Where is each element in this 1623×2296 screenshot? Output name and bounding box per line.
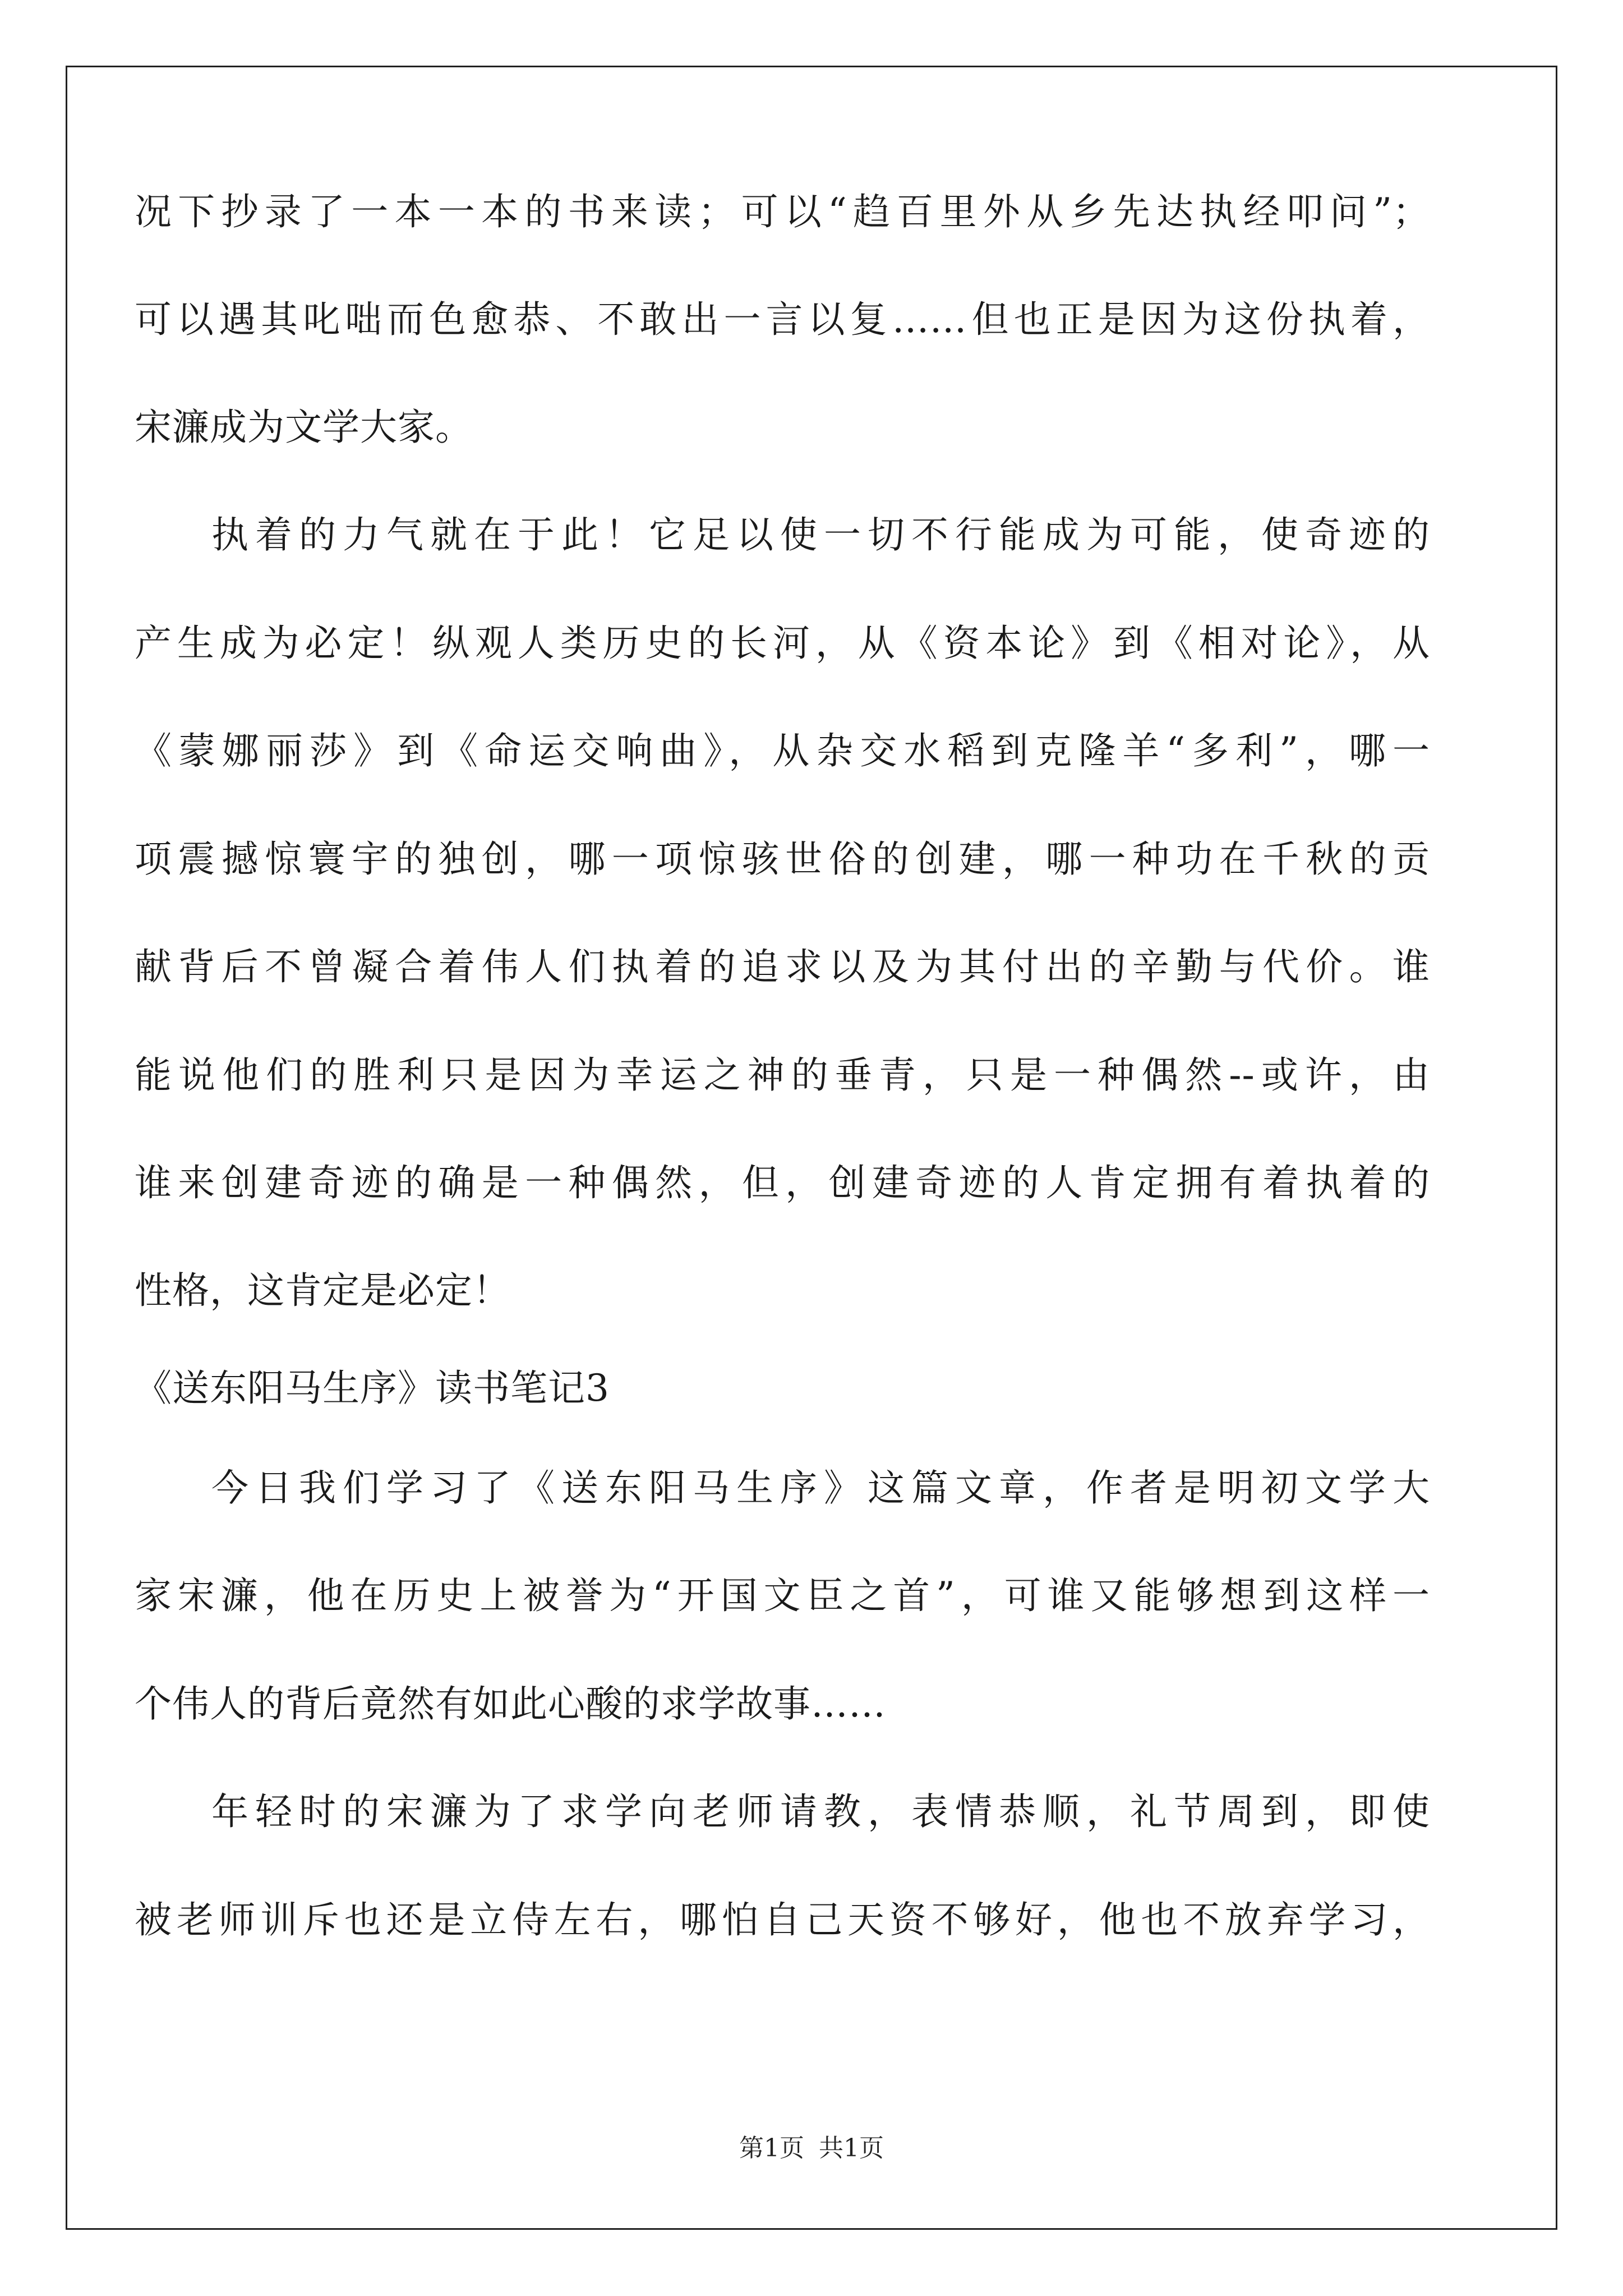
page-footer	[0, 2133, 1623, 2164]
text-line: 可以遇其叱咄而色愈恭、不敢出一言以复……但也正是因为这份执着，	[135, 298, 1430, 341]
text-line: 家宋濂，他在历史上被誉为“开国文臣之首”，可谁又能够想到这样一	[135, 1574, 1430, 1617]
page-total: 共1页	[819, 2134, 884, 2162]
text-line: 今日我们学习了《送东阳马生序》这篇文章，作者是明初文学大	[211, 1466, 1430, 1510]
text-line: 献背后不曾凝合着伟人们执着的追求以及为其付出的辛勤与代价。谁	[135, 945, 1430, 988]
text-line: 性格，这肯定是必定！	[135, 1269, 510, 1312]
text-line: 谁来创建奇迹的确是一种偶然，但，创建奇迹的人肯定拥有着执着的	[135, 1161, 1430, 1204]
text-line: 《蒙娜丽莎》到《命运交响曲》，从杂交水稻到克隆羊“多利”，哪一	[135, 729, 1430, 772]
text-line: 被老师训斥也还是立侍左右，哪怕自己天资不够好，他也不放弃学习，	[135, 1898, 1430, 1941]
text-line: 项震撼惊寰宇的独创，哪一项惊骇世俗的创建，哪一种功在千秋的贡	[135, 838, 1430, 881]
text-line: 况下抄录了一本一本的书来读；可以“趋百里外从乡先达执经叩问”；	[135, 190, 1430, 233]
text-line: 年轻时的宋濂为了求学向老师请教，表情恭顺，礼节周到，即使	[211, 1790, 1430, 1833]
section-heading: 《送东阳马生序》读书笔记3	[135, 1366, 610, 1410]
text-line: 产生成为必定！纵观人类历史的长河，从《资本论》到《相对论》，从	[135, 622, 1430, 665]
text-line: 宋濂成为文学大家。	[135, 406, 473, 449]
page-number: 第1页	[739, 2134, 804, 2162]
text-line: 能说他们的胜利只是因为幸运之神的垂青，只是一种偶然--或许，由	[135, 1053, 1430, 1097]
text-line: 个伟人的背后竟然有如此心酸的求学故事……	[135, 1682, 886, 1726]
text-line: 执着的力气就在于此！它足以使一切不行能成为可能，使奇迹的	[211, 513, 1430, 556]
